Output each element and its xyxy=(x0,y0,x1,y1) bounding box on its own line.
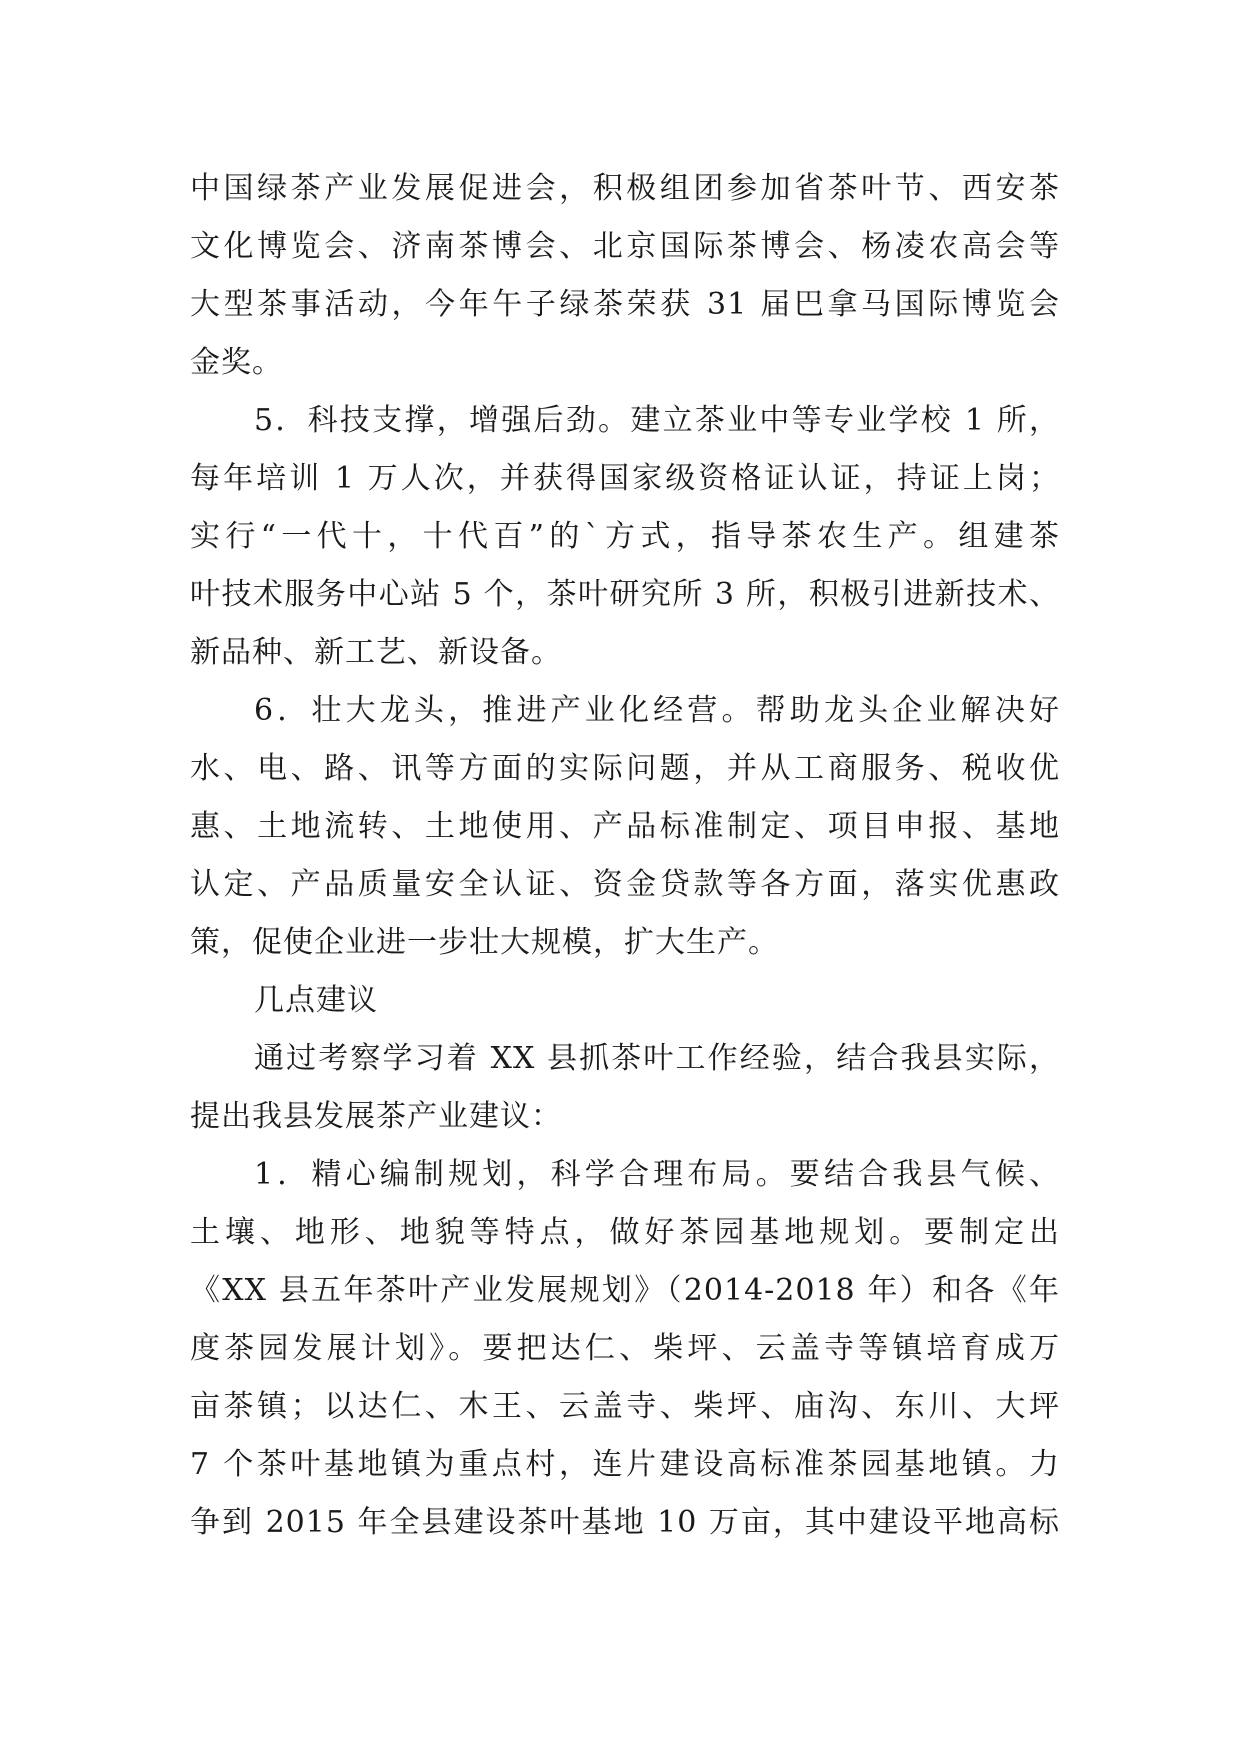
section-heading: 几点建议 xyxy=(254,983,378,1018)
text-line: 水、电、路、讯等方面的实际问题，并从工商服务、税收优 xyxy=(190,751,1060,786)
text-line: 度茶园发展计划》。要把达仁、柴坪、云盖寺等镇培育成万 xyxy=(190,1331,1060,1366)
text-line: 文化博览会、济南茶博会、北京国际茶博会、杨凌农高会等 xyxy=(190,229,1060,264)
text-line: 中国绿茶产业发展促进会，积极组团参加省茶叶节、西安茶 xyxy=(190,171,1060,206)
text-line: 通过考察学习着 XX 县抓茶叶工作经验，结合我县实际， xyxy=(254,1041,1060,1076)
text-line: 6．壮大龙头，推进产业化经营。帮助龙头企业解决好 xyxy=(254,693,1060,728)
text-line: 惠、土地流转、土地使用、产品标准制定、项目申报、基地 xyxy=(190,809,1060,844)
text-line: 实行“一代十，十代百”的`方式，指导茶农生产。组建茶 xyxy=(190,519,1060,554)
document-body xyxy=(190,160,1060,1552)
text-line: 土壤、地形、地貌等特点，做好茶园基地规划。要制定出 xyxy=(190,1215,1060,1250)
text-line: 1．精心编制规划，科学合理布局。要结合我县气候、 xyxy=(254,1157,1060,1192)
text-line: 策，促使企业进一步壮大规模，扩大生产。 xyxy=(190,925,779,960)
text-line: 5．科技支撑，增强后劲。建立茶业中等专业学校 1 所， xyxy=(254,403,1060,438)
text-line: 大型茶事活动，今年午子绿茶荣获 31 届巴拿马国际博览会 xyxy=(190,287,1060,322)
text-line: 亩茶镇；以达仁、木王、云盖寺、柴坪、庙沟、东川、大坪 xyxy=(190,1389,1060,1424)
text-line: 金奖。 xyxy=(190,345,283,380)
text-line: 叶技术服务中心站 5 个，茶叶研究所 3 所，积极引进新技术、 xyxy=(190,577,1060,612)
text-line: 提出我县发展茶产业建议： xyxy=(190,1099,562,1134)
text-line: 7 个茶叶基地镇为重点村，连片建设高标准茶园基地镇。力 xyxy=(190,1447,1060,1482)
text-line: 《XX 县五年茶叶产业发展规划》（2014-2018 年）和各《年 xyxy=(190,1273,1060,1308)
text-line: 争到 2015 年全县建设茶叶基地 10 万亩，其中建设平地高标 xyxy=(190,1505,1060,1540)
text-line: 每年培训 1 万人次，并获得国家级资格证认证，持证上岗； xyxy=(190,461,1060,496)
text-line: 新品种、新工艺、新设备。 xyxy=(190,635,562,670)
text-line: 认定、产品质量安全认证、资金贷款等各方面，落实优惠政 xyxy=(190,867,1060,902)
